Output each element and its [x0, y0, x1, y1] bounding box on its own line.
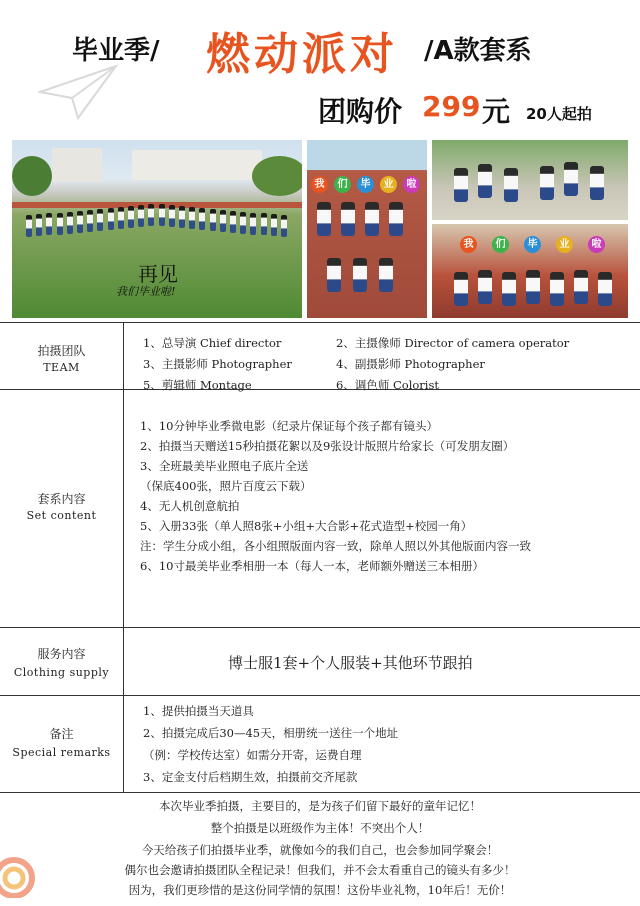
row-content	[0, 389, 640, 628]
footer-line: 今天给孩子们拍摄毕业季，就像如今的我们自己，也会参加同学聚会！	[141, 843, 499, 857]
title-left: 毕业季/	[72, 36, 160, 66]
label-remarks-cn: 备注	[49, 727, 74, 741]
price-minimum: 20人起拍	[526, 105, 592, 123]
student-figure	[169, 205, 175, 227]
student-figure	[230, 211, 236, 233]
remark-line: 2、拍摄完成后30—45天，相册统一送往一个地址	[143, 726, 399, 740]
caption-graduated: 我们毕业啦!	[116, 285, 176, 298]
row-clothing	[0, 627, 640, 696]
content-line: 1、10分钟毕业季微电影（纪录片保证每个孩子都有镜头）	[140, 419, 438, 433]
footer-line: 整个拍摄是以班级作为主体！不突出个人！	[210, 821, 430, 835]
student-figure	[26, 215, 32, 237]
sign-letter: 们	[492, 236, 509, 253]
student-figure	[97, 209, 103, 231]
student-figure	[281, 215, 287, 237]
footer-line: 因为，我们更珍惜的是这份同学情的氛围！这份毕业礼物，10年后！无价！	[128, 883, 512, 897]
label-team	[0, 323, 124, 389]
row-remarks	[0, 695, 640, 793]
remark-line: （例：学校传达室）如需分开寄，运费自理	[143, 748, 362, 762]
content-note: 注：学生分成小组，各小组照版面内容一致，除单人照以外其他版面内容一致	[140, 539, 531, 553]
student-figure	[148, 204, 154, 226]
girls-photo	[432, 140, 628, 220]
team-item: 5、剪辑师 Montage	[143, 378, 252, 392]
label-content-en: Set content	[26, 509, 97, 522]
sign-letter: 啦	[403, 176, 420, 193]
student-figure	[271, 214, 277, 236]
student-figure	[199, 208, 205, 230]
content-line: 2、拍摄当天赠送15秒拍摄花絮以及9张设计版照片给家长（可发朋友圈）	[140, 439, 515, 453]
student-figure	[108, 208, 114, 230]
label-remarks-en: Special remarks	[12, 746, 111, 759]
label-clothing	[0, 627, 124, 695]
student-figure	[220, 210, 226, 232]
label-team-en: TEAM	[43, 361, 80, 374]
student-figure	[240, 212, 246, 234]
label-content-cn: 套系内容	[37, 492, 86, 506]
student-figure	[261, 213, 267, 235]
content-line: （保底400张，照片百度云下载）	[140, 479, 312, 493]
student-figure	[138, 205, 144, 227]
student-figure	[36, 214, 42, 236]
student-figure	[57, 213, 63, 235]
content-line: 4、无人机创意航拍	[140, 499, 240, 513]
student-figure	[250, 213, 256, 235]
sign-letter: 我	[311, 176, 328, 193]
price-label: 团购价	[318, 95, 403, 128]
student-figure	[118, 207, 124, 229]
sign-letter: 啦	[588, 236, 605, 253]
team-item: 6、调色师 Colorist	[336, 378, 439, 392]
sign-letter: 我	[460, 236, 477, 253]
team-item: 3、主摄影师 Photographer	[143, 357, 292, 371]
team-item: 4、副摄影师 Photographer	[336, 357, 485, 371]
price-value: 299	[422, 90, 481, 123]
caption-goodbye: 再见	[138, 262, 178, 286]
sign-letter: 业	[556, 236, 573, 253]
student-figure	[159, 204, 165, 226]
student-figure	[67, 212, 73, 234]
label-remarks	[0, 695, 124, 792]
clothing-text: 博士服1套+个人服装+其他环节跟拍	[228, 654, 473, 672]
student-figure	[179, 206, 185, 228]
content-line: 6、10寸最美毕业季相册一本（每人一本，老师额外赠送三本相册）	[140, 559, 484, 573]
team-item: 1、总导演 Chief director	[143, 336, 282, 350]
boys-photo	[432, 224, 628, 318]
label-clothing-cn: 服务内容	[37, 647, 86, 661]
group-photo-field	[12, 140, 302, 318]
content-line: 3、全班最美毕业照电子底片全送	[140, 459, 309, 473]
footer-line: 本次毕业季拍摄，主要目的，是为孩子们留下最好的童年记忆！	[159, 799, 481, 813]
label-content	[0, 389, 124, 627]
title-main: 燃动派对	[206, 29, 398, 80]
content-line: 5、入册33张（单人照8张+小组+大合影+花式造型+校园一角）	[140, 519, 473, 533]
label-team-cn: 拍摄团队	[37, 344, 86, 358]
student-figure	[46, 213, 52, 235]
sign-letter: 业	[380, 176, 397, 193]
package-table	[0, 322, 640, 784]
sign-letter: 们	[334, 176, 351, 193]
student-figure	[77, 211, 83, 233]
row-team	[0, 323, 640, 390]
remark-line: 3、定金支付后档期生效，拍摄前交齐尾款	[143, 770, 358, 784]
sign-letter: 毕	[524, 236, 541, 253]
decorative-swirl-icon	[0, 848, 46, 898]
remark-line: 1、提供拍摄当天道具	[143, 704, 254, 718]
header	[0, 0, 640, 135]
student-figure	[210, 209, 216, 231]
paper-plane-icon	[38, 62, 118, 122]
label-clothing-en: Clothing supply	[13, 666, 110, 679]
stairs-photo	[307, 140, 427, 318]
student-figure	[189, 207, 195, 229]
title-right: /A款套系	[424, 36, 532, 66]
student-figure	[128, 206, 134, 228]
price-unit: 元	[482, 95, 511, 128]
team-item: 2、主摄像师 Director of camera operator	[336, 336, 570, 350]
footer-line: 偶尔也会邀请拍摄团队全程记录！但我们，并不会太看重自己的镜头有多少！	[124, 863, 516, 877]
student-figure	[87, 210, 93, 232]
sign-letter: 毕	[357, 176, 374, 193]
